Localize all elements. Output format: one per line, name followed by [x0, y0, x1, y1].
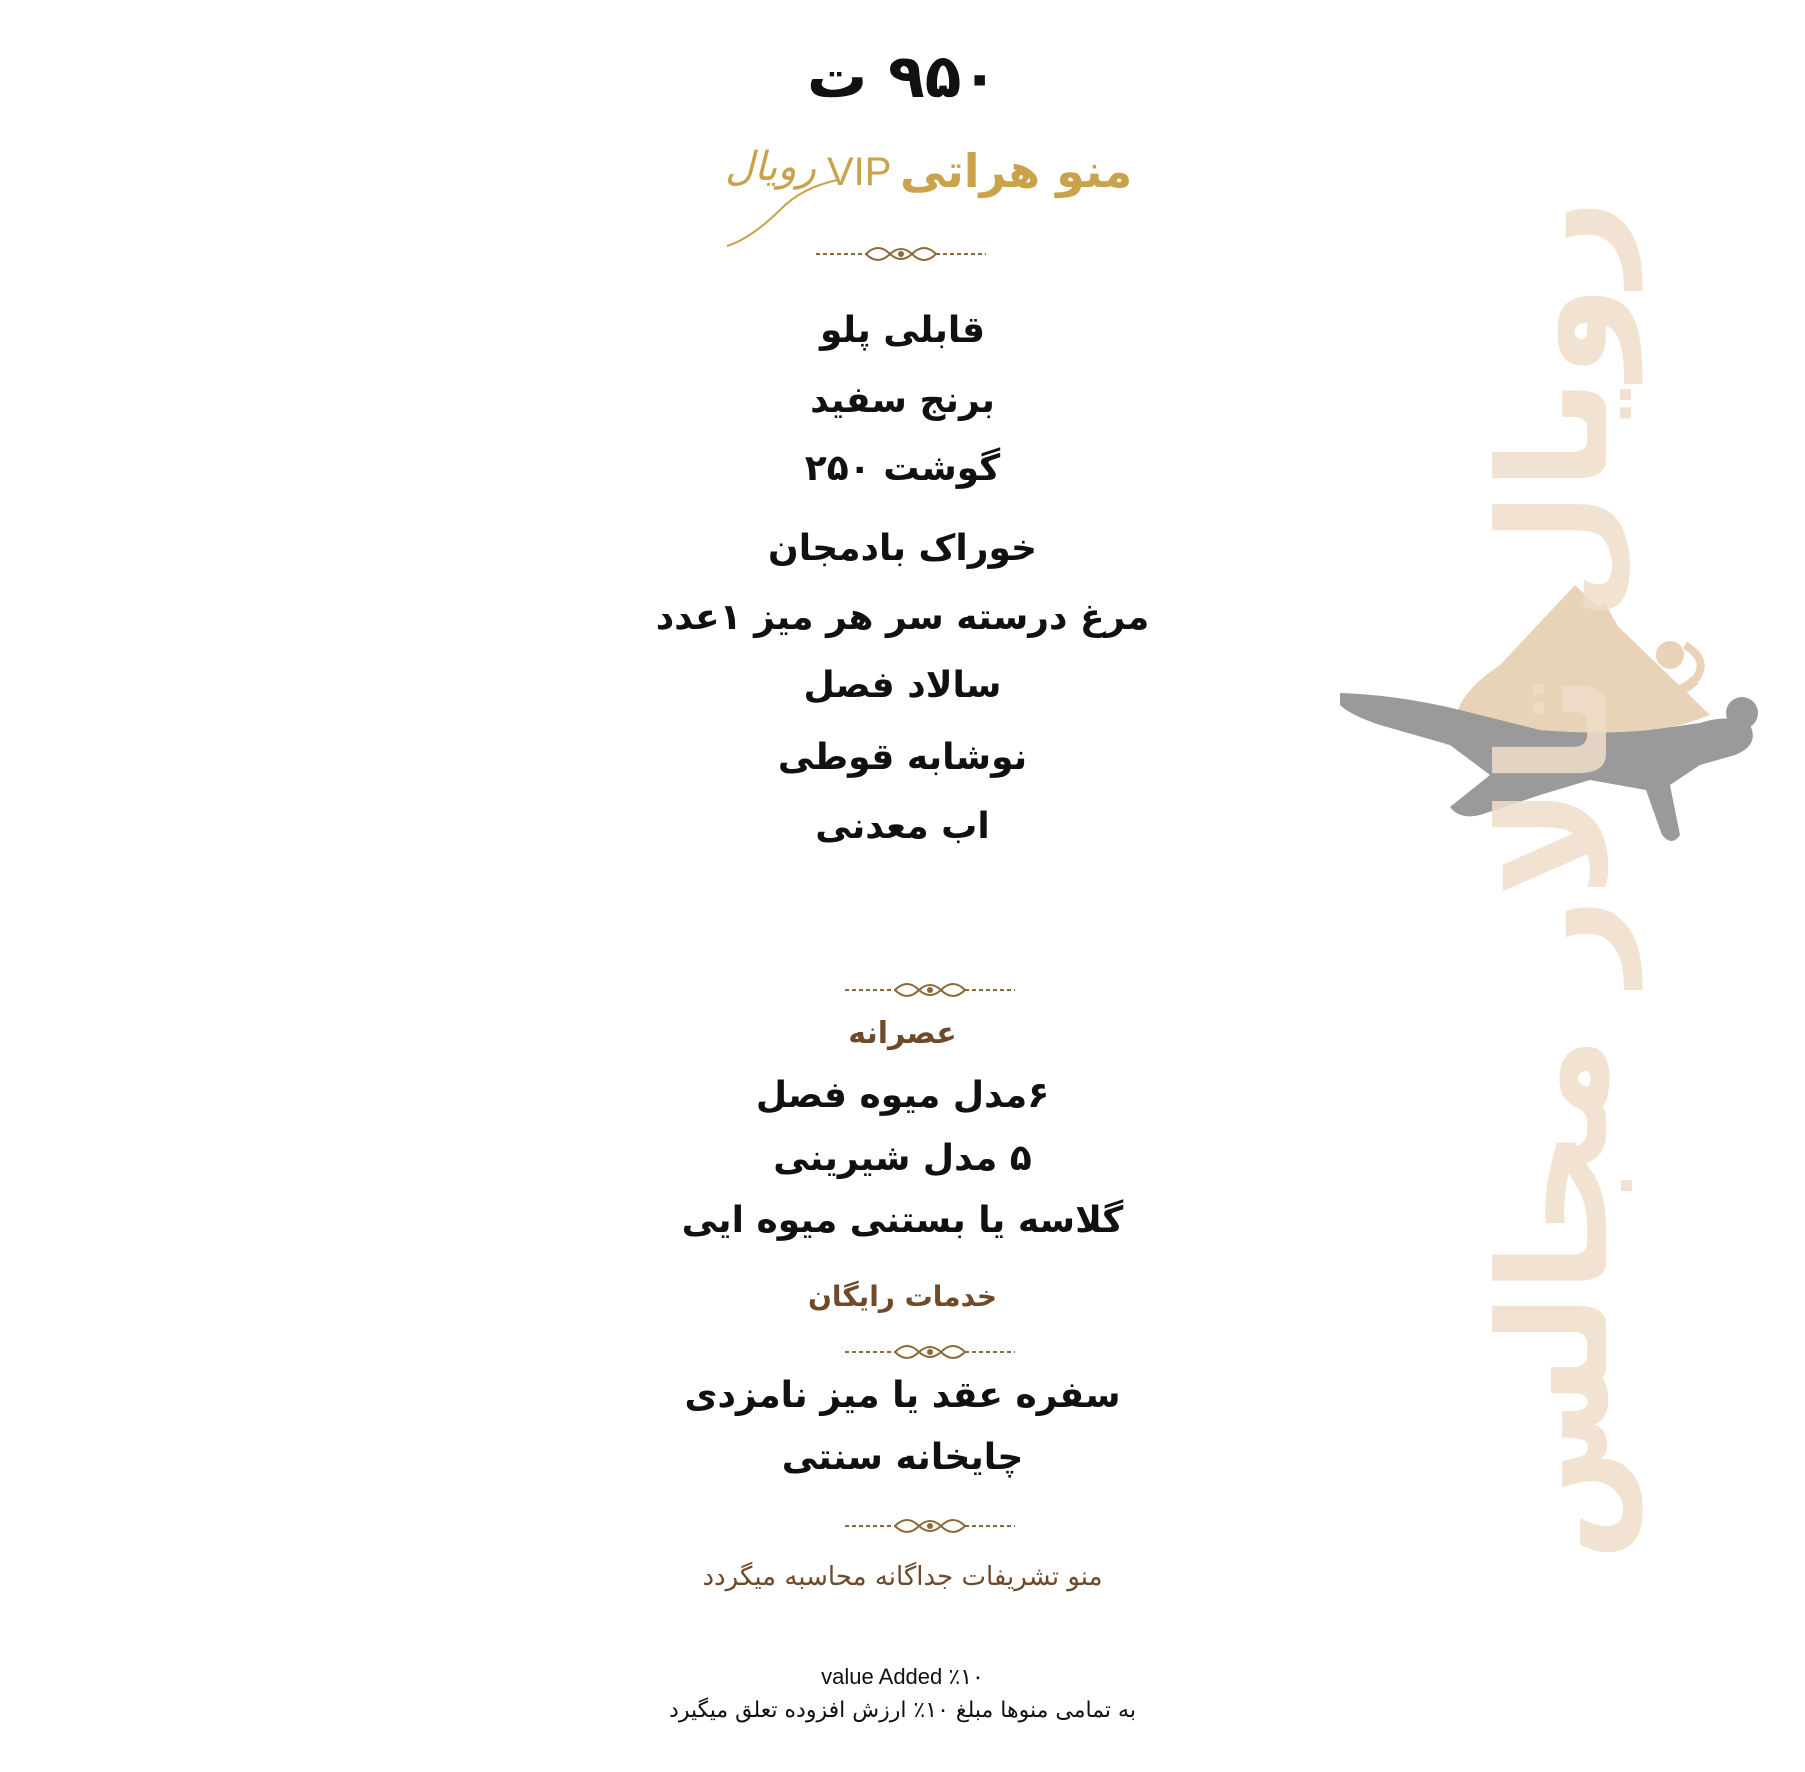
ornament-divider-icon — [845, 1338, 1015, 1368]
vat-note-fa: به تمامی منوها مبلغ ۱۰٪ ارزش افزوده تعلق میگیرد — [669, 1698, 1136, 1723]
menu-item: مرغ درسته سر هر میز ۱عدد — [655, 597, 1150, 638]
menu-item: برنج سفید — [810, 380, 995, 421]
menu-item: گوشت ۲۵۰ — [804, 448, 1001, 489]
ornament-divider-icon — [816, 240, 986, 270]
title-flourish-icon — [722, 178, 842, 248]
ornament-divider-icon — [845, 976, 1015, 1006]
afternoon-item: ۶مدل میوه فصل — [755, 1075, 1050, 1116]
menu-item: نوشابه قوطی — [777, 737, 1028, 778]
vat-note-en: ٪۱۰ value Added — [821, 1664, 984, 1689]
menu-title-main: منو هراتی — [900, 144, 1133, 198]
menu-title — [0, 140, 1805, 220]
section-afternoon-label: عصرانه — [848, 1016, 957, 1051]
menu-item: اب معدنی — [815, 806, 990, 847]
price-heading: ۹۵۰ ت — [806, 42, 999, 112]
menu-item: خوراک بادمجان — [768, 528, 1037, 569]
free-service-item: سفره عقد یا میز نامزدی — [684, 1375, 1121, 1416]
section-free-services-label: خدمات رایگان — [807, 1280, 997, 1313]
reception-note: منو تشریفات جداگانه محاسبه میگردد — [702, 1562, 1103, 1592]
menu-title-script: رویال — [725, 144, 817, 190]
menu-item: سالاد فصل — [803, 665, 1002, 706]
menu-title-vip: VIP — [827, 150, 892, 194]
ornament-divider-icon — [845, 1512, 1015, 1542]
afternoon-item: گلاسه یا بستنی میوه ایی — [681, 1200, 1124, 1241]
watermark-text: رویال تالار مجالس — [1468, 198, 1642, 1562]
free-service-item: چایخانه سنتی — [781, 1437, 1024, 1478]
afternoon-item: ۵ مدل شیرینی — [773, 1138, 1032, 1179]
menu-item: قابلی پلو — [819, 310, 986, 351]
